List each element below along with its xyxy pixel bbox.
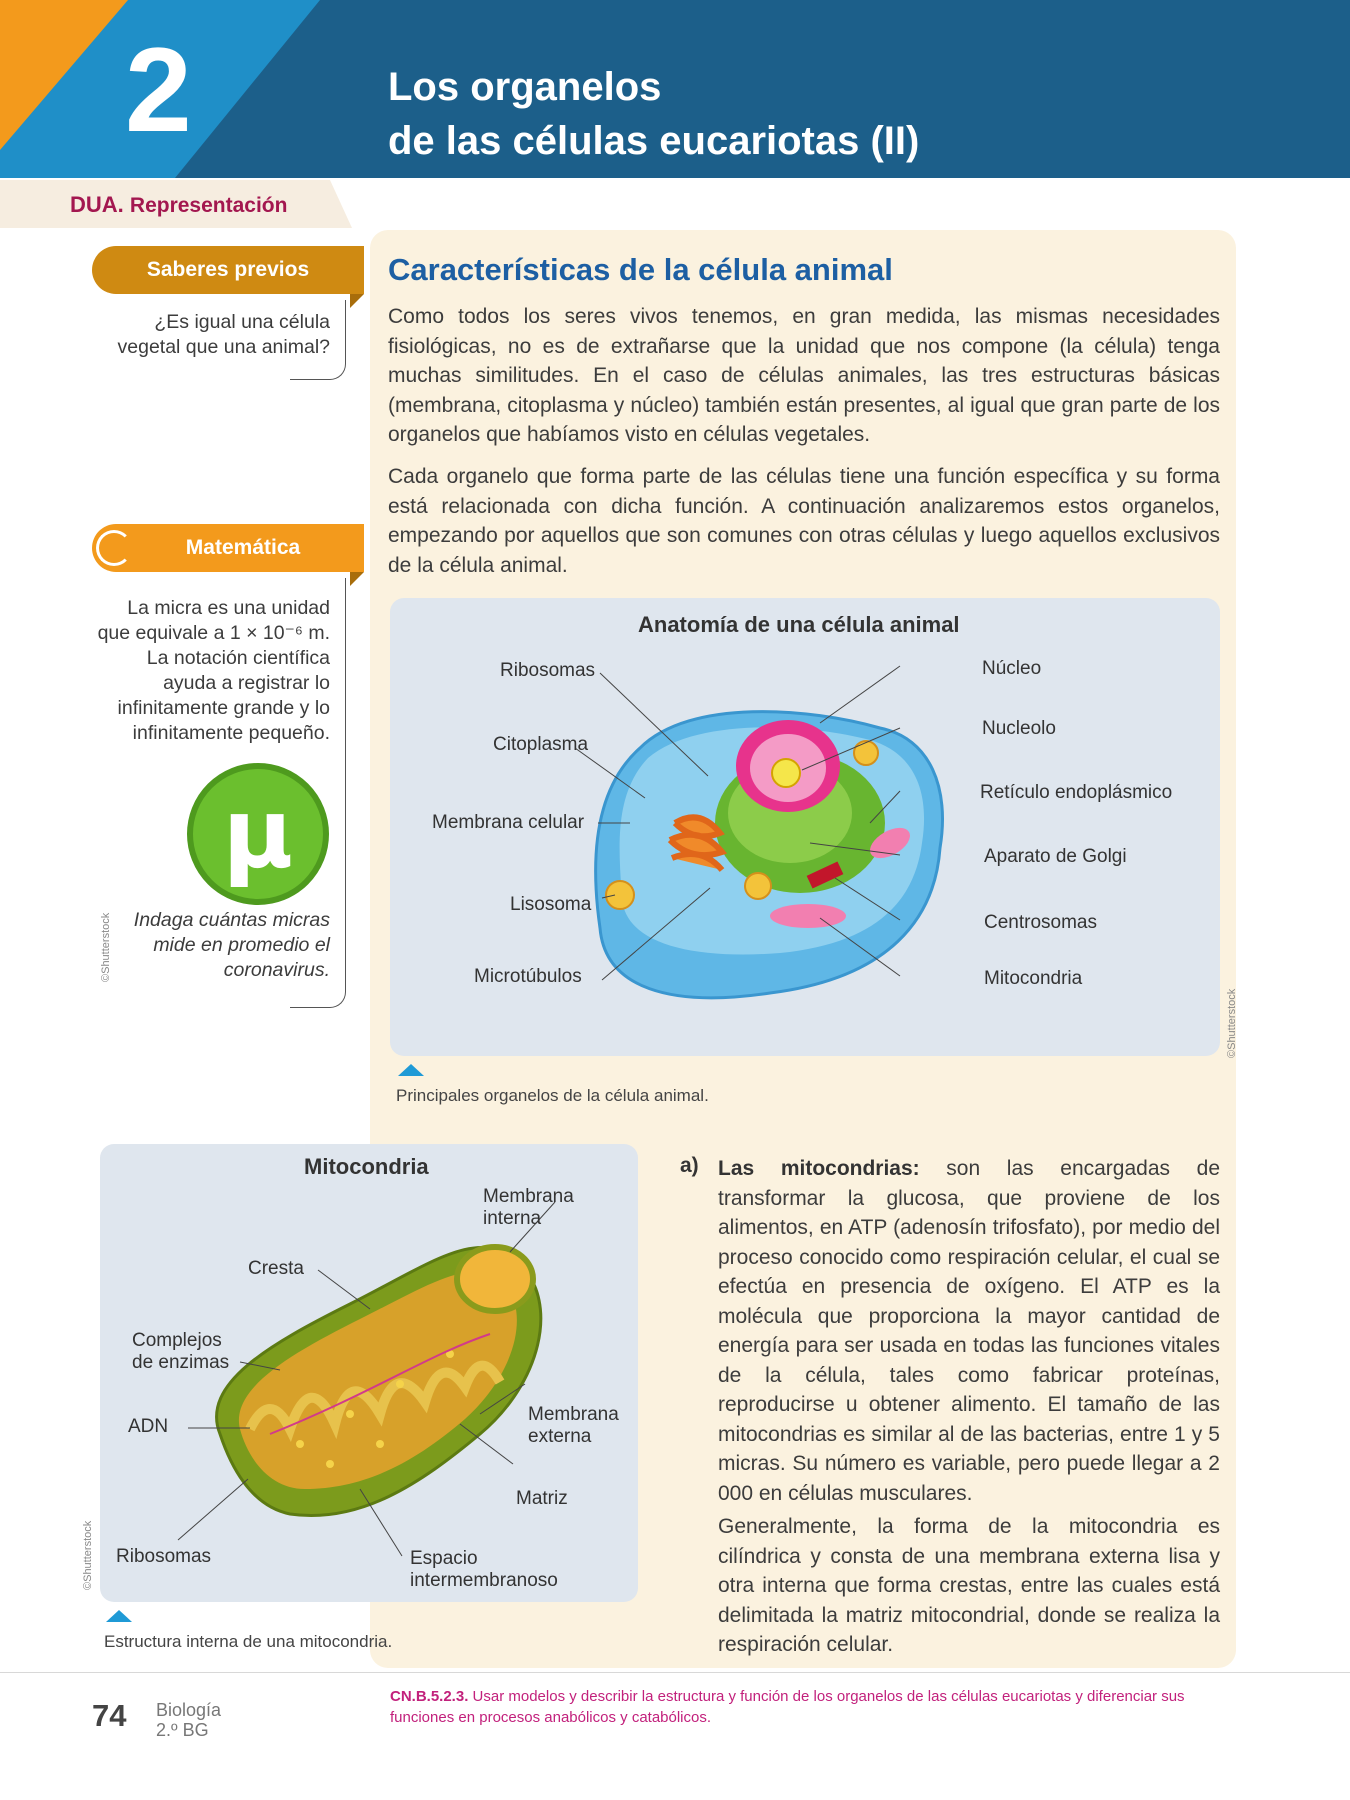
label-centrosomas: Centrosomas [984, 912, 1097, 933]
chapter-number: 2 [125, 23, 192, 157]
label-membrana-externa [528, 1404, 619, 1448]
mat-line: La micra es una unidad [127, 597, 330, 619]
credit-shutterstock-1: ©Shutterstock [100, 912, 112, 982]
dua-sub: Representación [129, 194, 288, 217]
matematica-title-text: Matemática [185, 536, 301, 559]
page-number: 74 [92, 1698, 127, 1733]
label-espacio-intermembranoso [410, 1548, 558, 1592]
mat-line: infinitamente grande y lo [117, 697, 330, 719]
footer-divider [0, 1672, 1350, 1673]
saberes-line1: ¿Es igual una célula [154, 311, 330, 333]
section-title: Características de la célula animal [388, 252, 893, 287]
item-a-paragraph-2: Generalmente, la forma de la mitocondria es cilíndrica y consta de una membrana externa lisa y otra interna que forma crestas, entre las cuales está delimitada la matriz mitocondrial, donde se realiza la respiración celular. [718, 1515, 1220, 1656]
item-a-term: Las mitocondrias: [718, 1157, 920, 1180]
label-ribosomas: Ribosomas [500, 660, 596, 681]
dua-label [70, 192, 287, 218]
micro-icon: µ [187, 763, 329, 905]
caption-marker-2 [106, 1610, 132, 1622]
chapter-header [0, 0, 1350, 178]
mat-line: que equivale a 1 × 10⁻⁶ m. [97, 622, 330, 644]
label-line: externa [528, 1426, 592, 1447]
saberes-frame-line [290, 300, 346, 380]
chapter-title-line1: Los organelos [388, 65, 662, 109]
cn-text: Usar modelos y describir la estructura y función de los organelos de las células eucariotas y diferenciar sus funciones en procesos anabólicos y catabólicos. [390, 1688, 1185, 1726]
subject: Biología [156, 1700, 222, 1720]
c-icon [96, 530, 132, 566]
mat-q-line: Indaga cuántas micras [133, 909, 330, 931]
paragraph-1: Como todos los seres vivos tenemos, en gran medida, las mismas necesidades fisiológicas, no es de extrañarse que la unidad que nos compone (la célula) tenga muchas similitudes. En el caso de células animales, las tres estructuras básicas (membrana, citoplasma y núcleo) también están presentes, al igual que gran parte de los organelos que habíamos visto en células vegetales. [388, 305, 1220, 446]
label-line: intermembranoso [410, 1570, 558, 1591]
label-golgi: Aparato de Golgi [984, 846, 1127, 867]
label-complejos-enzimas [132, 1330, 229, 1374]
chapter-title [388, 60, 919, 168]
label-reticulo: Retículo endoplásmico [980, 782, 1173, 803]
fold-decoration [350, 294, 364, 308]
chapter-title-line2: de las células eucariotas (II) [388, 119, 920, 163]
label-nucleo: Núcleo [982, 658, 1042, 679]
label-nucleolo: Nucleolo [982, 718, 1056, 739]
book-info [156, 1700, 221, 1740]
figure1-title: Anatomía de una célula animal [638, 612, 960, 637]
mitochondria-figure [100, 1144, 638, 1602]
label-cresta: Cresta [248, 1258, 304, 1279]
label-matriz: Matriz [516, 1488, 568, 1509]
label-ribosomas-mito: Ribosomas [116, 1546, 212, 1567]
matematica-frame-line [290, 578, 346, 1008]
fold-decoration-2 [350, 572, 364, 586]
label-membrana-celular: Membrana celular [432, 812, 585, 833]
credit-shutterstock-3: ©Shutterstock [82, 1520, 94, 1590]
mat-line: infinitamente pequeño. [132, 722, 330, 744]
caption-marker [398, 1064, 424, 1076]
curriculum-note [390, 1686, 1230, 1728]
item-a-paragraph [718, 1154, 1220, 1508]
label-line: interna [483, 1208, 542, 1229]
label-line: Espacio [410, 1548, 478, 1569]
item-a-text: son las encargadas de transformar la glucosa, que proviene de los alimentos, en ATP (adenosín trifosfato), por medio del proceso conocido como respiración celular, el cual se efectúa en presencia de oxígeno. El ATP es la molécula que proporciona la mayor cantidad de energía para ser usada en todas las funciones vitales de la célula, tales como fabricar proteínas, reproducirse u obtener alimento. El tamaño de las mitocondrias es similar al de las bacterias, entre 1 y 5 micras. Su número es variable, pero puede llegar a 2 000 en células musculares. [718, 1157, 1220, 1505]
label-line: de enzimas [132, 1352, 230, 1373]
label-line: Membrana [528, 1404, 619, 1425]
level: 2.º BG [156, 1720, 209, 1740]
animal-cell-figure [390, 598, 1220, 1056]
figure1-caption: Principales organelos de la célula animal. [396, 1086, 709, 1105]
paragraph-2: Cada organelo que forma parte de las células tiene una función específica y su forma está relacionada con dicha función. A continuación analizaremos estos organelos, empezando por aquellos que son comunes con otras células y luego aquellos exclusivos de la célula animal. [388, 465, 1220, 577]
mat-line: ayuda a registrar lo [163, 672, 330, 694]
figure2-title: Mitocondria [304, 1154, 429, 1179]
mat-q-line: mide en promedio el [153, 934, 330, 956]
cn-code: CN.B.5.2.3. [390, 1688, 469, 1705]
matematica-title [92, 524, 364, 572]
credit-shutterstock-2: ©Shutterstock [1226, 988, 1238, 1058]
label-citoplasma: Citoplasma [493, 734, 589, 755]
saberes-line2: vegetal que una animal? [117, 336, 330, 358]
label-adn: ADN [128, 1416, 169, 1437]
mat-q-line: coronavirus. [223, 959, 330, 981]
item-a-marker: a) [680, 1154, 699, 1177]
saberes-previos-title: Saberes previos [92, 246, 364, 294]
label-mitocondria: Mitocondria [984, 968, 1083, 989]
label-lisosoma: Lisosoma [510, 894, 592, 915]
label-membrana-interna [483, 1186, 574, 1230]
label-microtubulos: Microtúbulos [474, 966, 582, 987]
mat-line: La notación científica [146, 647, 330, 669]
label-line: Complejos [132, 1330, 222, 1351]
figure2-caption: Estructura interna de una mitocondria. [104, 1632, 393, 1651]
label-line: Membrana [483, 1186, 574, 1207]
dua-abbr: DUA. [70, 192, 124, 217]
